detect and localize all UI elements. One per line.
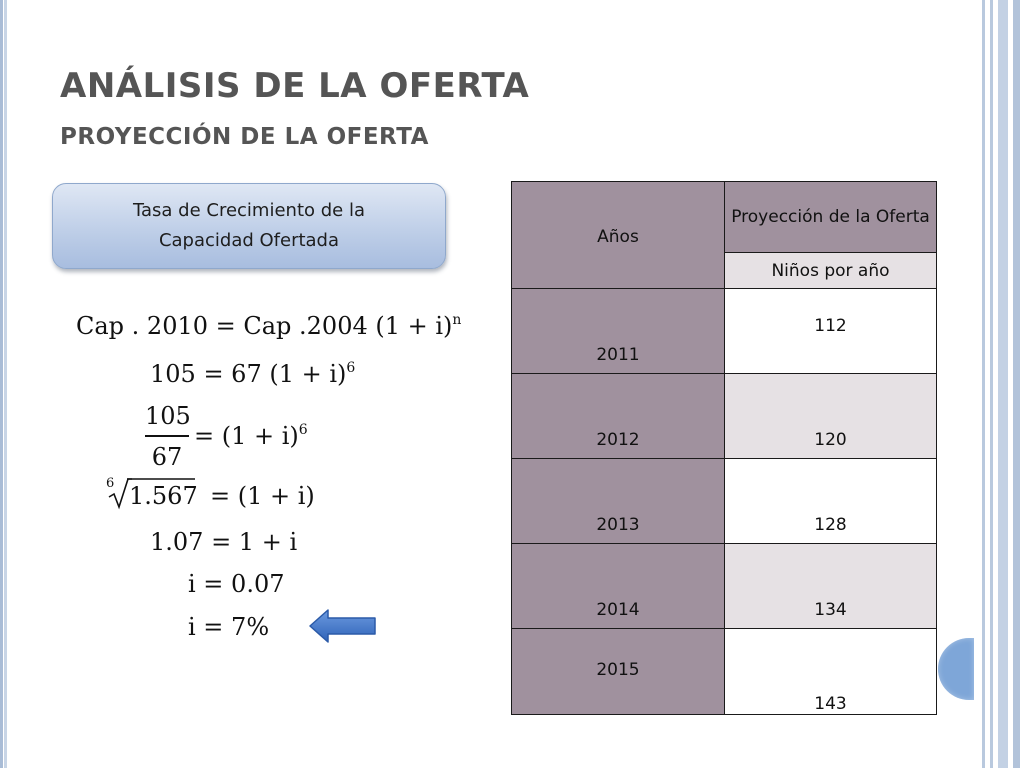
value-cell: 128 (725, 459, 937, 544)
growth-rate-line-1: Tasa de Crecimiento de la (132, 200, 365, 221)
value-cell: 120 (725, 374, 937, 459)
growth-rate-label (133, 196, 365, 256)
fraction-bar (145, 435, 189, 437)
year-cell: 2011 (512, 289, 725, 374)
year-cell: 2015 (512, 629, 725, 715)
header-projection: Proyección de la Oferta (725, 182, 937, 253)
value-cell: 112 (725, 289, 937, 374)
equation-3-exponent: 6 (298, 422, 308, 438)
table-row (512, 544, 937, 629)
circle-decoration (938, 638, 974, 700)
table-row (512, 374, 937, 459)
equation-7: i = 7% (188, 613, 270, 641)
table-row (512, 289, 937, 374)
equation-1-main: Cap . 2010 = Cap .2004 (1 + i) (76, 312, 453, 340)
slide-title: ANÁLISIS DE LA OFERTA (60, 66, 530, 106)
equation-3-right (194, 424, 308, 448)
year-cell: 2012 (512, 374, 725, 459)
table-row (512, 629, 937, 715)
table-row (512, 459, 937, 544)
right-border-decoration (978, 0, 1024, 768)
equation-1 (76, 314, 461, 338)
value-cell: 134 (725, 544, 937, 629)
equation-5: 1.07 = 1 + i (150, 528, 298, 556)
equation-2 (150, 362, 355, 386)
equation-4-right: = (1 + i) (210, 482, 315, 510)
root-radicand: 1.567 (129, 482, 198, 510)
header-children-per-year: Niños por año (725, 253, 937, 289)
growth-rate-line-2: Capacidad Ofertada (158, 230, 340, 251)
year-cell: 2014 (512, 544, 725, 629)
equation-2-exponent: 6 (346, 360, 356, 376)
equation-1-exponent: n (452, 312, 462, 328)
equation-3-denominator: 67 (151, 442, 183, 471)
growth-rate-box (52, 183, 446, 269)
equation-2-main: 105 = 67 (1 + i) (150, 360, 347, 388)
supply-projection-table (511, 181, 937, 715)
header-years: Años (512, 182, 725, 289)
left-arrow-icon (308, 608, 378, 644)
equation-3-numerator: 105 (145, 402, 191, 430)
slide-subtitle: PROYECCIÓN DE LA OFERTA (60, 124, 429, 150)
root-index: 6 (106, 476, 115, 491)
value-cell: 143 (725, 629, 937, 715)
equation-6: i = 0.07 (188, 570, 285, 598)
equation-3-main: = (1 + i) (194, 422, 299, 450)
year-cell: 2013 (512, 459, 725, 544)
left-border-decoration (0, 0, 7, 768)
equation-3-fraction (145, 404, 189, 469)
